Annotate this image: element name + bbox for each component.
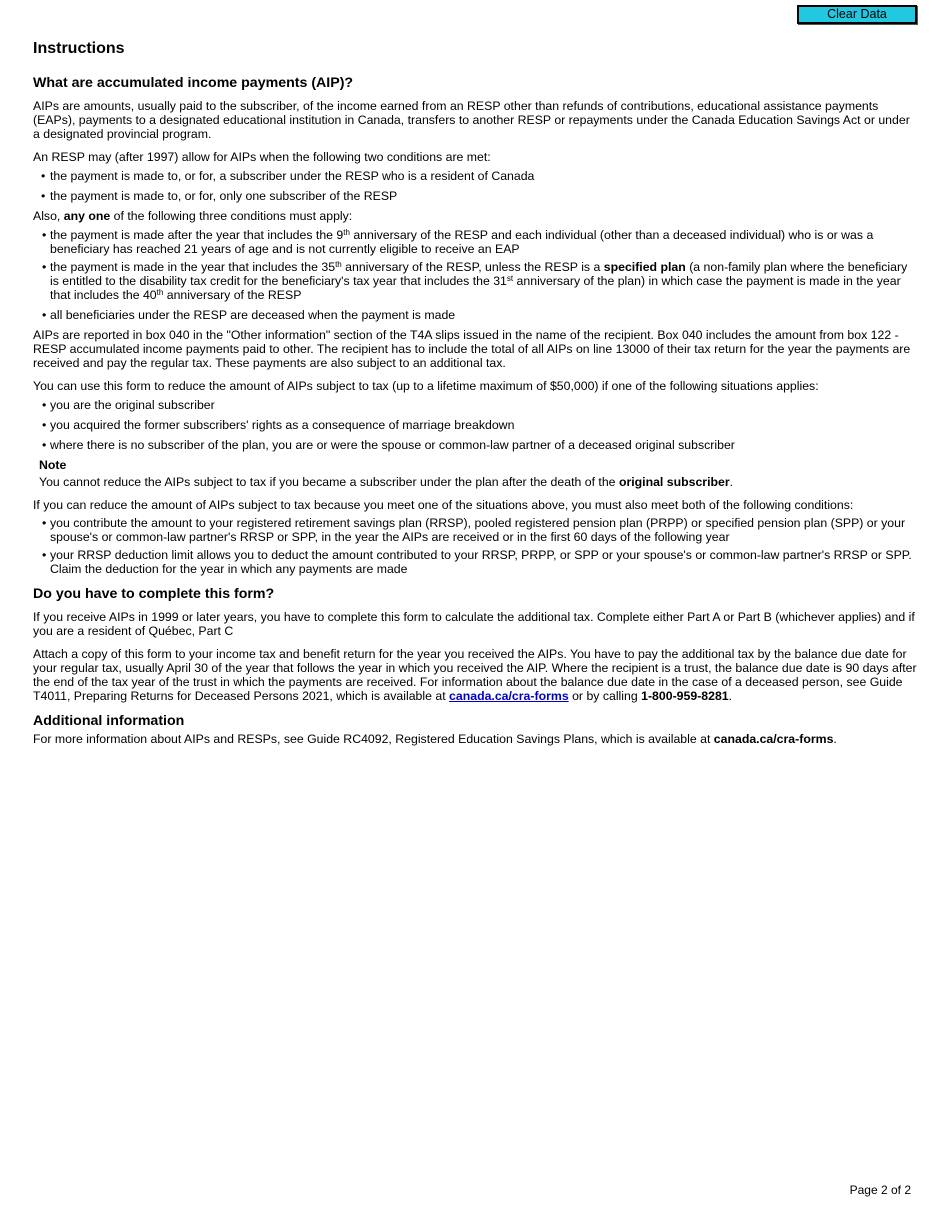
three-conditions-list bbox=[33, 228, 918, 322]
page-title: Instructions bbox=[33, 40, 125, 57]
two-conditions-intro: An RESP may (after 1997) allow for AIPs when the following two conditions are met: bbox=[33, 150, 491, 164]
list-item: • all beneficiaries under the RESP are deceased when the payment is made bbox=[33, 308, 918, 322]
note-text: You cannot reduce the AIPs subject to tax if you became a subscriber under the plan after the death of the original subscriber. bbox=[39, 475, 734, 489]
situations-list bbox=[33, 398, 918, 452]
list-item: • the payment is made to, or for, a subscriber under the RESP who is a resident of Canada bbox=[33, 169, 918, 183]
cra-forms-link[interactable]: canada.ca/cra-forms bbox=[449, 689, 569, 703]
list-item: • you contribute the amount to your registered retirement savings plan (RRSP), pooled registered pension plan (PRPP) or specified pension plan (SPP) or your spouse's or common-law partner's RRSP or SPP, in the year the AIPs are received or in the first 60 days of the following year bbox=[33, 516, 918, 544]
two-conditions-list bbox=[33, 169, 918, 203]
instructions-content bbox=[33, 40, 918, 755]
list-item: • the payment is made to, or for, only one subscriber of the RESP bbox=[33, 189, 918, 203]
complete-paragraph-2: Attach a copy of this form to your income tax and benefit return for the year you received the AIPs. You have to pay the additional tax by the balance due date for your regular tax, usually April 30 of the year that follows the year in which you received the AIP. Where the recipient is a trust, the balance due date is 90 days after the end of the tax year of the trust in which the payments are received. For information about the balance due date in the case of a deceased person, see Guide T4011, Preparing Returns for Deceased Persons 2021, which is available at canada.ca/cra-forms or by calling 1-800-959-8281. bbox=[33, 647, 917, 703]
page-number: Page 2 of 2 bbox=[849, 1183, 911, 1197]
reduce-intro: You can use this form to reduce the amount of AIPs subject to tax (up to a lifetime maximum of $50,000) if one of the following situations applies: bbox=[33, 379, 819, 393]
list-item: • you acquired the former subscribers' rights as a consequence of marriage breakdown bbox=[33, 418, 918, 432]
both-conditions-list bbox=[33, 516, 918, 576]
three-conditions-intro: Also, any one of the following three conditions must apply: bbox=[33, 209, 353, 223]
additional-heading: Additional information bbox=[33, 713, 185, 729]
aip-definition: AIPs are amounts, usually paid to the subscriber, of the income earned from an RESP other than refunds of contributions, educational assistance payments (EAPs), payments to a designated educational institution in Canada, transfers to another RESP or repayments under the Canada Education Savings Act or under a designated provincial program. bbox=[33, 99, 910, 141]
reporting-paragraph: AIPs are reported in box 040 in the "Other information" section of the T4A slips issued in the name of the recipient. Box 040 includes the amount from box 122 - RESP accumulated income payments paid to other. The recipient has to include the total of all AIPs on line 13000 of their tax return for the year the payments are received and pay the regular tax. These payments are also subject to an additional tax. bbox=[33, 328, 911, 370]
clear-data-button[interactable]: Clear Data bbox=[797, 5, 917, 24]
note-block bbox=[39, 458, 918, 489]
list-item: • the payment is made after the year that includes the 9th anniversary of the RESP and each individual (other than a deceased individual) who is or was a beneficiary has reached 21 years of age and is not currently eligible to receive an EAP bbox=[33, 228, 918, 256]
complete-heading: Do you have to complete this form? bbox=[33, 586, 275, 602]
list-item: • you are the original subscriber bbox=[33, 398, 918, 412]
list-item: • your RRSP deduction limit allows you to deduct the amount contributed to your RRSP, PRPP, or SPP or your spouse's or common-law partner's RRSP or SPP. Claim the deduction for the year in which any payments are made bbox=[33, 548, 918, 576]
complete-paragraph-1: If you receive AIPs in 1999 or later years, you have to complete this form to calculate the additional tax. Complete either Part A or Part B (whichever applies) and if you are a resident of Québec, Part C bbox=[33, 610, 915, 638]
phone-number: 1-800-959-8281 bbox=[641, 689, 729, 703]
additional-paragraph: For more information about AIPs and RESPs, see Guide RC4092, Registered Education Savings Plans, which is available at canada.ca/cra-forms. bbox=[33, 732, 837, 746]
aip-heading: What are accumulated income payments (AIP)? bbox=[33, 75, 354, 91]
both-conditions-intro: If you can reduce the amount of AIPs subject to tax because you meet one of the situations above, you must also meet both of the following conditions: bbox=[33, 498, 854, 512]
note-title: Note bbox=[39, 458, 67, 472]
list-item: • where there is no subscriber of the plan, you are or were the spouse or common-law partner of a deceased original subscriber bbox=[33, 438, 918, 452]
list-item: • the payment is made in the year that includes the 35th anniversary of the RESP, unless the RESP is a specified plan (a non-family plan where the beneficiary is entitled to the disability tax credit for the beneficiary's tax year that includes the 31st anniversary of the plan) in which case the payment is made in the year that includes the 40th anniversary of the RESP bbox=[33, 260, 918, 302]
